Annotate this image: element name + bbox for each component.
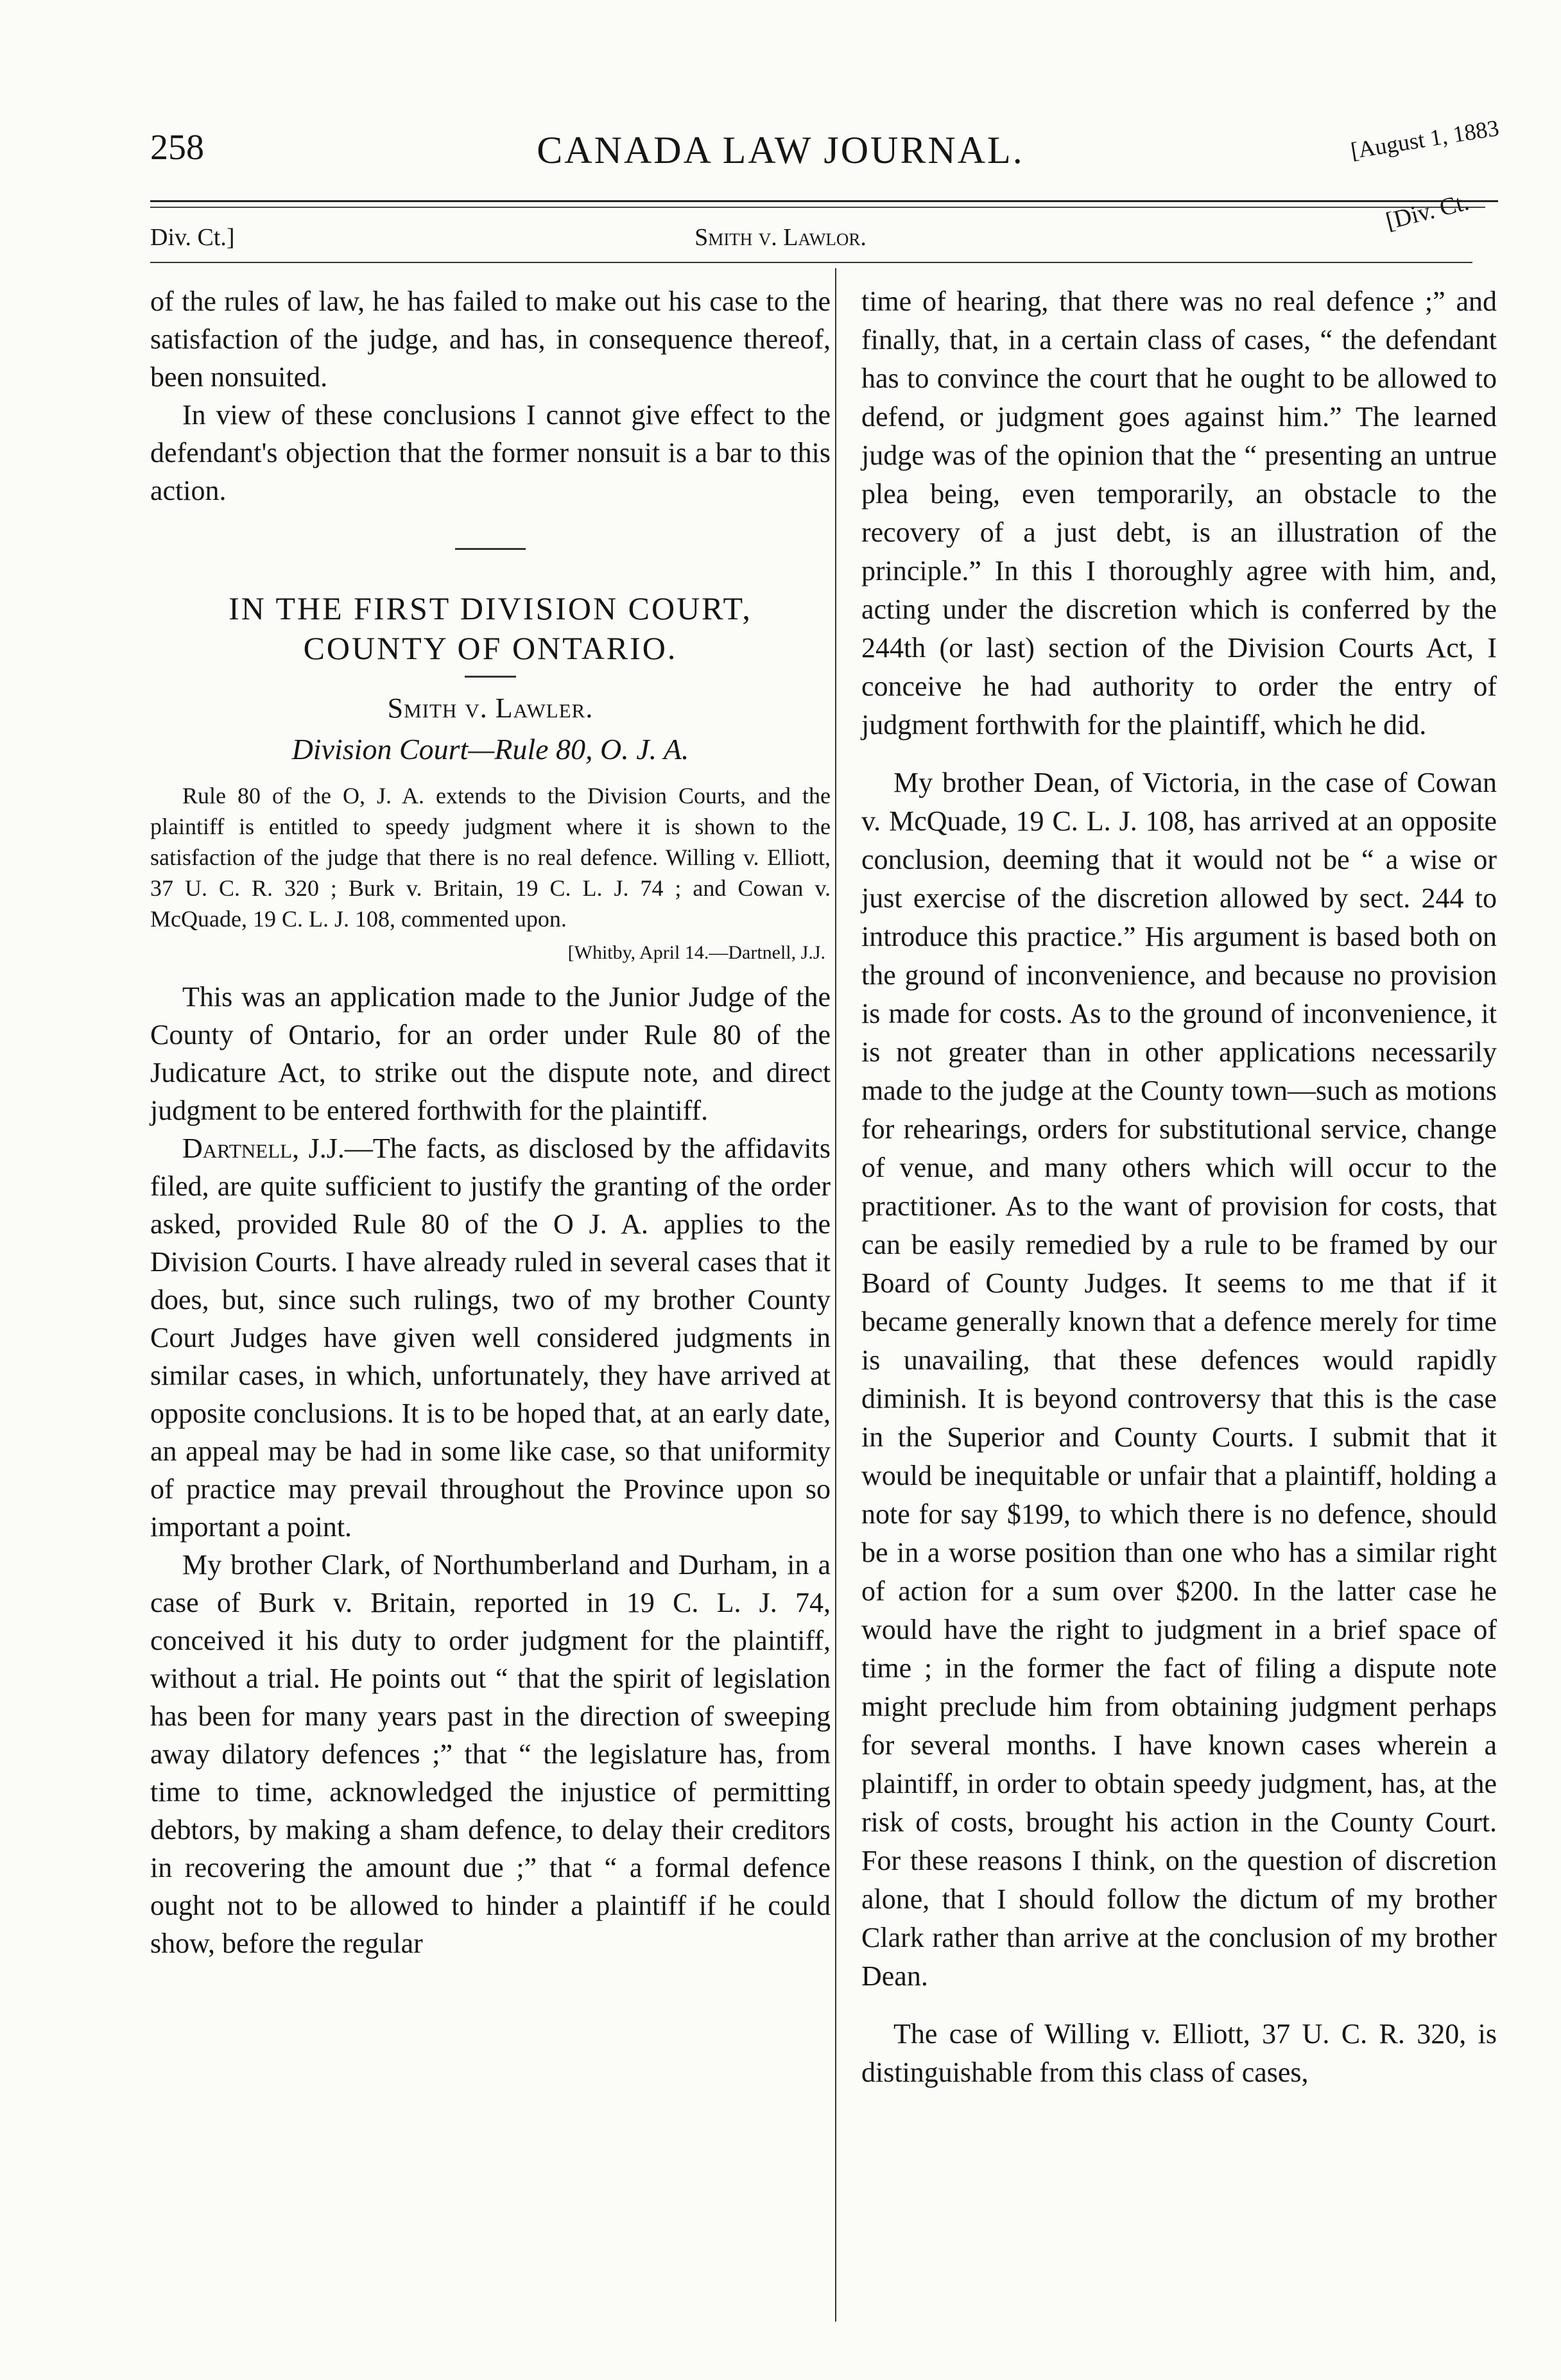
court-heading-line2: COUNTY OF ONTARIO. [303, 630, 678, 666]
right-column [861, 282, 1497, 2092]
paragraph: My brother Clark, of Northumberland and Durham, in a case of Burk v. Britain, reported in 19 C. L. J. 74, conceived it his duty to order judgment for the plaintiff, without a trial. He points out “ that the spirit of legislation has been for many years past in the direction of sweeping away dilatory defences ;” that “ the legislature has, from time to time, acknowledged the injustice of permitting debtors, by making a sham defence, to delay their creditors in recovering the amount due ;” that “ a formal defence ought not to be allowed to hinder a plaintiff if he could show, before the regular [150, 1549, 831, 1959]
page-number: 258 [150, 128, 204, 167]
running-head-left: Div. Ct.] [150, 224, 235, 251]
case-subtitle: Division Court—Rule 80, O. J. A. [291, 733, 689, 766]
paragraph: The case of Willing v. Elliott, 37 U. C. R. 320, is distinguishable from this class of cases, [861, 2018, 1497, 2088]
journal-title: CANADA LAW JOURNAL. [537, 129, 1024, 171]
running-head-rule [150, 262, 1472, 263]
running-head-center: Smith v. Lawlor. [694, 224, 867, 251]
left-column [150, 282, 831, 1962]
paragraph: of the rules of law, he has failed to make out his case to the satisfaction of the judge, and has, in consequence thereof, been nonsuited. [150, 286, 831, 393]
issue-date: [August 1, 1883 [1349, 115, 1501, 164]
judge-name: Dartnell, J.J. [182, 1133, 345, 1164]
paragraph: time of hearing, that there was no real defence ;” and finally, that, in a certain class of cases, “ the defendant has to convince the court that he ought to be allowed to defend, or judgment goes against him.” The learned judge was of the opinion that the “ presenting an untrue plea being, even temporarily, an obstacle to the recovery of a just debt, is an illustration of the principle.” In this I thoroughly agree with him, and, acting under the discretion which is conferred by the 244th (or last) section of the Division Courts Act, I conceive he had authority to order the entry of judgment forthwith for the plaintiff, which he did. [861, 286, 1497, 741]
paragraph-body: —The facts, as disclosed by the affidavits filed, are quite sufficient to justify the granting of the order asked, provided Rule 80 of the O J. A. applies to the Division Courts. I have already ruled in several cases that it does, but, since such rulings, two of my brother County Court Judges have given well considered judgments in similar cases, in which, unfortunately, they have arrived at opposite conclusions. It is to be hoped that, at an early date, an appeal may be had in some like case, so that uniformity of practice may prevail throughout the Province upon so important a point. [150, 1133, 831, 1543]
column-divider [835, 268, 836, 2322]
paragraph: This was an application made to the Junior Judge of the County of Ontario, for an order under Rule 80 of the Judicature Act, to strike out the dispute note, and direct judgment to be entered forthwith for the plaintiff. [150, 981, 831, 1126]
header-rule [150, 200, 1498, 202]
section-separator [455, 548, 526, 550]
headnote: Rule 80 of the O, J. A. extends to the Division Courts, and the plaintiff is entitled to speedy judgment where it is shown to the satisfaction of the judge that there is no real defence. Willing v. Elliott, 37 U. C. R. 320 ; Burk v. Britain, 19 C. L. J. 74 ; and Cowan v. McQuade, 19 C. L. J. 108, commented upon. [150, 783, 831, 932]
running-head-right: [Div. Ct. [1383, 188, 1472, 235]
citation: [Whitby, April 14.—Dartnell, J.J. [567, 942, 825, 963]
paragraph: In view of these conclusions I cannot give effect to the defendant's objection that the former nonsuit is a bar to this action. [150, 399, 831, 506]
heading-separator [465, 676, 516, 678]
header-rule-thin [150, 207, 1485, 208]
paragraph [150, 1129, 831, 1546]
case-title: Smith v. Lawler. [387, 692, 594, 724]
paragraph: My brother Dean, of Victoria, in the case of Cowan v. McQuade, 19 C. L. J. 108, has arrived at an opposite conclusion, deeming that it would not be “ a wise or just exercise of the discretion allowed by sect. 244 to introduce this practice.” His argument is based both on the ground of inconvenience, and because no provision is made for costs. As to the ground of inconvenience, it is not greater than in other applications necessarily made to the judge at the County town—such as motions for rehearings, orders for substitutional service, change of venue, and many others which will occur to the practitioner. As to the want of provision for costs, that can be easily remedied by a rule to be framed by our Board of County Judges. It seems to me that if it became generally known that a defence merely for time is unavailing, that these defences would rapidly diminish. It is beyond controversy that this is the case in the Superior and County Courts. I submit that it would be inequitable or unfair that a plaintiff, holding a note for say $199, to which there is no defence, should be in a worse position than one who has a similar right of action for a sum over $200. In the latter case he would have the right to judgment in a brief space of time ; in the former the fact of filing a dispute note might preclude him from obtaining judgment perhaps for several months. I have known cases wherein a plaintiff, in order to obtain speedy judgment, has, at the risk of costs, brought his action in the County Court. For these reasons I think, on the question of discretion alone, that I should follow the dictum of my brother Clark rather than arrive at the conclusion of my brother Dean. [861, 767, 1497, 1992]
court-heading-line1: IN THE FIRST DIVISION COURT, [229, 590, 752, 626]
